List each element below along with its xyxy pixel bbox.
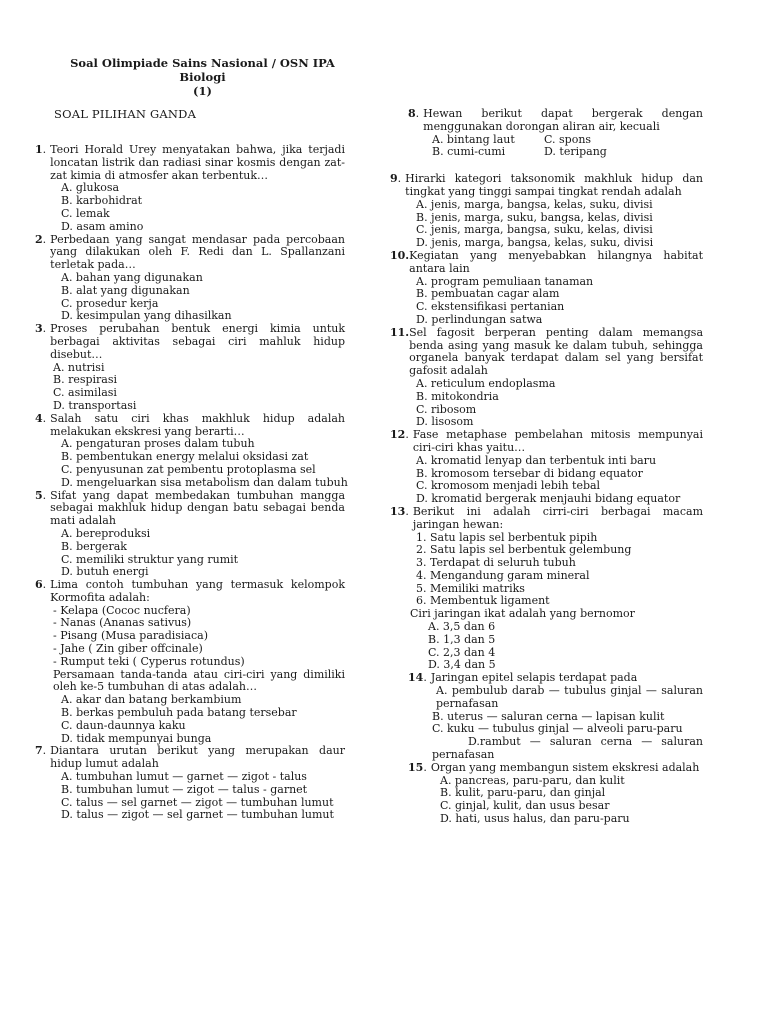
option-b: B. berkas pembuluh pada batang tersebar <box>61 706 297 720</box>
option-a: A. bereproduksi <box>61 526 151 540</box>
option-b: B. cumi-cumi <box>432 145 506 159</box>
option-b: B. mitokondria <box>416 389 499 403</box>
question-14: 14. Jaringan epitel selapis terdapat pada A. pembulub darab — tubulus ginjal — saluran pernafasan B. uterus — saluran cerna — lapisan kulit C. kuku — tubulus ginjal — alveoli paru-paru D.rambut — saluran cerna — saluran pernafasan <box>408 671 703 762</box>
question-5: 5. Sifat yang dapat membedakan tumbuhan mangga sebagai makhluk hidup dengan batu sebagai benda mati adalah A. bereproduksi B. bergerak C. memiliki struktur yang rumit D. butuh energi <box>35 488 345 579</box>
question-text: Salah satu ciri khas makhluk hidup adalah melakukan ekskresi yang berarti… <box>50 411 345 438</box>
option-b: B. kromosom tersebar di bidang equator <box>416 466 643 480</box>
document-title <box>50 56 355 98</box>
question-number: 15 <box>408 760 424 774</box>
question-15: 15. Organ yang membangun sistem ekskresi adalah A. pancreas, paru-paru, dan kulit B. kulit, paru-paru, dan ginjal C. ginjal, kulit, dan usus besar D. hati, usus halus, dan paru-paru <box>390 762 703 826</box>
question-4: 4. Salah satu ciri khas makhluk hidup adalah melakukan ekskresi yang berarti… A. pengaturan proses dalam tubuh B. pembentukan energy melalui oksidasi zat C. penyusunan zat pembentu protoplasma sel D. mengeluarkan sisa metabolism dan dalam tubuh <box>35 411 348 489</box>
option-d: D.rambut — saluran cerna — saluran pernafasan <box>432 735 703 762</box>
question-text: Teori Horald Urey menyatakan bahwa, jika terjadi loncatan listrik dan radiasi sinar kosmis dengan zat-zat kimia di atmosfer akan terbentuk… <box>50 143 345 182</box>
question-text: Perbedaan yang sangat mendasar pada percobaan yang dilakukan oleh F. Redi dan L. Spallanzani terletak pada… <box>50 232 345 272</box>
question-3: 3. Proses perubahan bentuk energi kimia untuk berbagai aktivitas sebagai ciri mahluk hidup disebut… A. nutrisi B. respirasi C. asimilasi D. transportasi <box>35 322 345 412</box>
option-d: D. kesimpulan yang dihasilkan <box>61 309 232 323</box>
option-c: C. 2,3 dan 4 <box>428 645 496 659</box>
option-a: A. tumbuhan lumut — garnet — zigot - talus <box>61 770 307 784</box>
question-number: 8 <box>408 107 416 120</box>
question-text: Berikut ini adalah cirri-ciri berbagai macam jaringan hewan: <box>412 504 703 531</box>
option-d: D. 3,4 dan 5 <box>428 658 496 672</box>
option-b: B. respirasi <box>53 373 118 387</box>
list-item: 2. Satu lapis sel berbentuk gelembung <box>416 543 632 557</box>
question-number: 4 <box>35 411 43 425</box>
option-d: D. kromatid bergerak menjauhi bidang equator <box>416 492 681 506</box>
option-c: C. prosedur kerja <box>61 296 159 310</box>
option-c: C. ekstensifikasi pertanian <box>416 300 565 314</box>
option-a: A. akar dan batang berkambium <box>61 693 242 707</box>
option-b: B. jenis, marga, suku, bangsa, kelas, divisi <box>416 210 653 224</box>
list-item: - Pisang (Musa paradisiaca) <box>53 629 209 643</box>
question-text: Kegiatan yang menyebabkan hilangnya habitat antara lain <box>409 248 703 275</box>
option-d: D. lisosom <box>416 415 474 429</box>
title-line-1: Soal Olimpiade Sains Nasional / OSN IPA Biologi <box>70 56 335 84</box>
question-text: Organ yang membangun sistem ekskresi adalah <box>430 760 700 774</box>
option-c: C. ginjal, kulit, dan usus besar <box>440 799 610 813</box>
option-c: C. ribosom <box>416 402 477 416</box>
option-d: D. perlindungan satwa <box>416 312 543 326</box>
list-item: 6. Membentuk ligament <box>416 594 550 608</box>
question-number: 1 <box>35 143 43 156</box>
option-d: D. talus — zigot — sel garnet — tumbuhan lumut <box>61 808 334 822</box>
question-text: Sel fagosit berperan penting dalam memangsa benda asing yang masuk ke dalam tubuh, sehingga organela banyak terdapat dalam sel yang bersifat gafosit adalah <box>409 325 703 378</box>
option-b: B. pembentukan energy melalui oksidasi zat <box>61 450 309 464</box>
option-a: A. program pemuliaan tanaman <box>416 274 594 288</box>
question-13: 13. Berikut ini adalah cirri-ciri berbagai macam jaringan hewan: 1. Satu lapis sel berbentuk pipih 2. Satu lapis sel berbentuk gelembung 3. Terdapat di seluruh tubuh 4. Mengandung garam mineral 5. Memiliki matriks 6. Membentuk ligament Ciri jaringan ikat adalah yang bernomor A. 3,5 dan 6 B. 1,3 dan 5 C. 2,3 dan 4 D. 3,4 dan 5 <box>390 504 703 672</box>
list-item: - Rumput teki ( Cyperus rotundus) <box>53 654 245 668</box>
left-column <box>35 143 348 822</box>
option-b: B. pembuatan cagar alam <box>416 287 560 301</box>
question-text: Sifat yang dapat membedakan tumbuhan mangga sebagai makhluk hidup dengan batu sebagai benda mati adalah <box>50 488 345 528</box>
option-d: D. teripang <box>544 145 607 159</box>
option-c: C. daun-daunnya kaku <box>61 718 186 732</box>
right-column <box>390 108 703 826</box>
option-c: C. penyusunan zat pembentu protoplasma sel <box>61 462 316 476</box>
option-d: D. transportasi <box>53 398 137 412</box>
question-number: 2 <box>35 232 43 246</box>
question-text: Lima contoh tumbuhan yang termasuk kelompok Kormofita adalah: <box>50 578 345 604</box>
question-number: 6 <box>35 578 43 592</box>
option-b: B. 1,3 dan 5 <box>428 632 496 646</box>
question-text: Proses perubahan bentuk energi kimia untuk berbagai aktivitas sebagai ciri mahluk hidup disebut… <box>50 322 345 361</box>
option-b: B. bergerak <box>61 539 127 553</box>
question-number: 12 <box>390 428 406 442</box>
question-12: 12. Fase metaphase pembelahan mitosis mempunyai ciri-ciri khas yaitu… A. kromatid lenyap dan terbentuk inti baru B. kromosom tersebar di bidang equator C. kromosom menjadi lebih tebal D. kromatid bergerak menjauhi bidang equator <box>390 428 703 506</box>
option-c: C. talus — sel garnet — zigot — tumbuhan lumut <box>61 795 334 809</box>
question-stem: Persamaan tanda-tanda atau ciri-ciri yang dimiliki oleh ke-5 tumbuhan di atas adalah… <box>53 667 345 694</box>
question-1: 1. Teori Horald Urey menyatakan bahwa, jika terjadi loncatan listrik dan radiasi sinar kosmis dengan zat-zat kimia di atmosfer akan terbentuk… A. glukosa B. karbohidrat C. lemak D. asam amino <box>35 143 345 233</box>
option-a: A. pembulub darab — tubulus ginjal — saluran pernafasan <box>436 684 703 710</box>
list-item: 3. Terdapat di seluruh tubuh <box>416 556 576 570</box>
question-number: 7 <box>35 744 43 758</box>
option-c: C. asimilasi <box>53 386 117 400</box>
section-heading: SOAL PILIHAN GANDA <box>54 107 197 121</box>
list-item: - Kelapa (Cococ nucfera) <box>53 603 191 617</box>
option-a: A. pengaturan proses dalam tubuh <box>61 437 255 451</box>
option-a: A. kromatid lenyap dan terbentuk inti baru <box>416 453 657 467</box>
question-stem: Ciri jaringan ikat adalah yang bernomor <box>410 607 635 621</box>
question-number: 10. <box>390 248 410 262</box>
question-8: 8. Hewan berikut dapat bergerak dengan menggunakan dorongan aliran air, kecuali A. bintang laut C. spons B. cumi-cumi D. teripang <box>408 107 703 159</box>
option-b: B. kulit, paru-paru, dan ginjal <box>440 786 606 800</box>
option-a: A. glukosa <box>61 181 120 195</box>
option-c: C. kuku — tubulus ginjal — alveoli paru-paru <box>432 722 683 736</box>
option-c: C. lemak <box>61 206 110 220</box>
option-d: D. asam amino <box>61 219 144 233</box>
question-number: 9 <box>390 172 398 186</box>
list-item: - Nanas (Ananas sativus) <box>53 616 192 630</box>
question-6: 6. Lima contoh tumbuhan yang termasuk kelompok Kormofita adalah: - Kelapa (Cococ nucfera) - Nanas (Ananas sativus) - Pisang (Musa paradisiaca) - Jahe ( Zin giber offcinale) - Rumput teki ( Cyperus rotundus) Persamaan tanda-tanda atau ciri-ciri yang dimiliki oleh ke-5 tumbuhan di atas adalah… A. akar dan batang berkambium B. berkas pembuluh pada batang tersebar C. daun-daunnya kaku D. tidak mempunyai bunga <box>35 578 345 745</box>
option-a: A. reticulum endoplasma <box>416 376 556 390</box>
option-d: D. mengeluarkan sisa metabolism dan dalam tubuh <box>61 475 348 489</box>
list-item: 5. Memiliki matriks <box>416 581 525 595</box>
question-text: Fase metaphase pembelahan mitosis mempunyai ciri-ciri khas yaitu… <box>412 428 703 454</box>
question-10 <box>390 250 703 327</box>
question-9: 9. Hirarki kategori taksonomik makhluk hidup dan tingkat yang tinggi sampai tingkat rendah adalah A. jenis, marga, bangsa, kelas, suku, divisi B. jenis, marga, suku, bangsa, kelas, divisi C. jenis, marga, bangsa, suku, kelas, divisi D. jenis, marga, bangsa, kelas, suku, divisi <box>390 172 703 250</box>
option-b: B. tumbuhan lumut — zigot — talus - garnet <box>61 782 308 796</box>
question-text: Hirarki kategori taksonomik makhluk hidup dan tingkat yang tinggi sampai tingkat rendah adalah <box>405 172 703 198</box>
question-11 <box>390 327 703 429</box>
question-text: Diantara urutan berikut yang merupakan daur hidup lumut adalah <box>50 744 345 771</box>
option-d: D. butuh energi <box>61 565 149 579</box>
option-d: D. tidak mempunyai bunga <box>61 731 212 745</box>
option-a: A. bintang laut <box>432 132 515 146</box>
option-c: C. kromosom menjadi lebih tebal <box>416 479 601 493</box>
option-a: A. bahan yang digunakan <box>61 270 203 284</box>
question-text: Hewan berikut dapat bergerak dengan menggunakan dorongan aliran air, kecuali <box>423 107 703 133</box>
option-b: B. karbohidrat <box>61 194 143 208</box>
question-7: 7. Diantara urutan berikut yang merupakan daur hidup lumut adalah A. tumbuhan lumut — garnet — zigot - talus B. tumbuhan lumut — zigot — talus - garnet C. talus — sel garnet — zigot — tumbuhan lumut D. talus — zigot — sel garnet — tumbuhan lumut <box>35 744 345 822</box>
option-d: D. jenis, marga, bangsa, kelas, suku, divisi <box>416 236 654 250</box>
option-a: A. 3,5 dan 6 <box>428 620 496 634</box>
option-d: D. hati, usus halus, dan paru-paru <box>440 812 630 826</box>
title-line-2: (1) <box>193 84 212 98</box>
question-number: 13 <box>390 504 406 518</box>
option-c: C. jenis, marga, bangsa, suku, kelas, divisi <box>416 223 653 237</box>
list-item: 1. Satu lapis sel berbentuk pipih <box>416 530 598 544</box>
question-number: 11. <box>390 325 410 339</box>
option-b: B. uterus — saluran cerna — lapisan kulit <box>432 709 665 723</box>
option-c: C. memiliki struktur yang rumit <box>61 552 239 566</box>
option-c: C. spons <box>544 132 592 146</box>
list-item: - Jahe ( Zin giber offcinale) <box>53 642 203 656</box>
option-a: A. pancreas, paru-paru, dan kulit <box>440 773 625 787</box>
option-a: A. nutrisi <box>53 360 105 374</box>
question-number: 3 <box>35 322 43 336</box>
option-a: A. jenis, marga, bangsa, kelas, suku, divisi <box>416 197 653 211</box>
question-number: 5 <box>35 488 43 502</box>
list-item: 4. Mengandung garam mineral <box>416 568 590 582</box>
question-number: 14 <box>408 671 424 685</box>
option-b: B. alat yang digunakan <box>61 283 190 297</box>
question-2: 2. Perbedaan yang sangat mendasar pada percobaan yang dilakukan oleh F. Redi dan L. Spallanzani terletak pada… A. bahan yang digunakan B. alat yang digunakan C. prosedur kerja D. kesimpulan yang dihasilkan <box>35 232 345 323</box>
question-text: Jaringan epitel selapis terdapat pada <box>430 671 638 685</box>
